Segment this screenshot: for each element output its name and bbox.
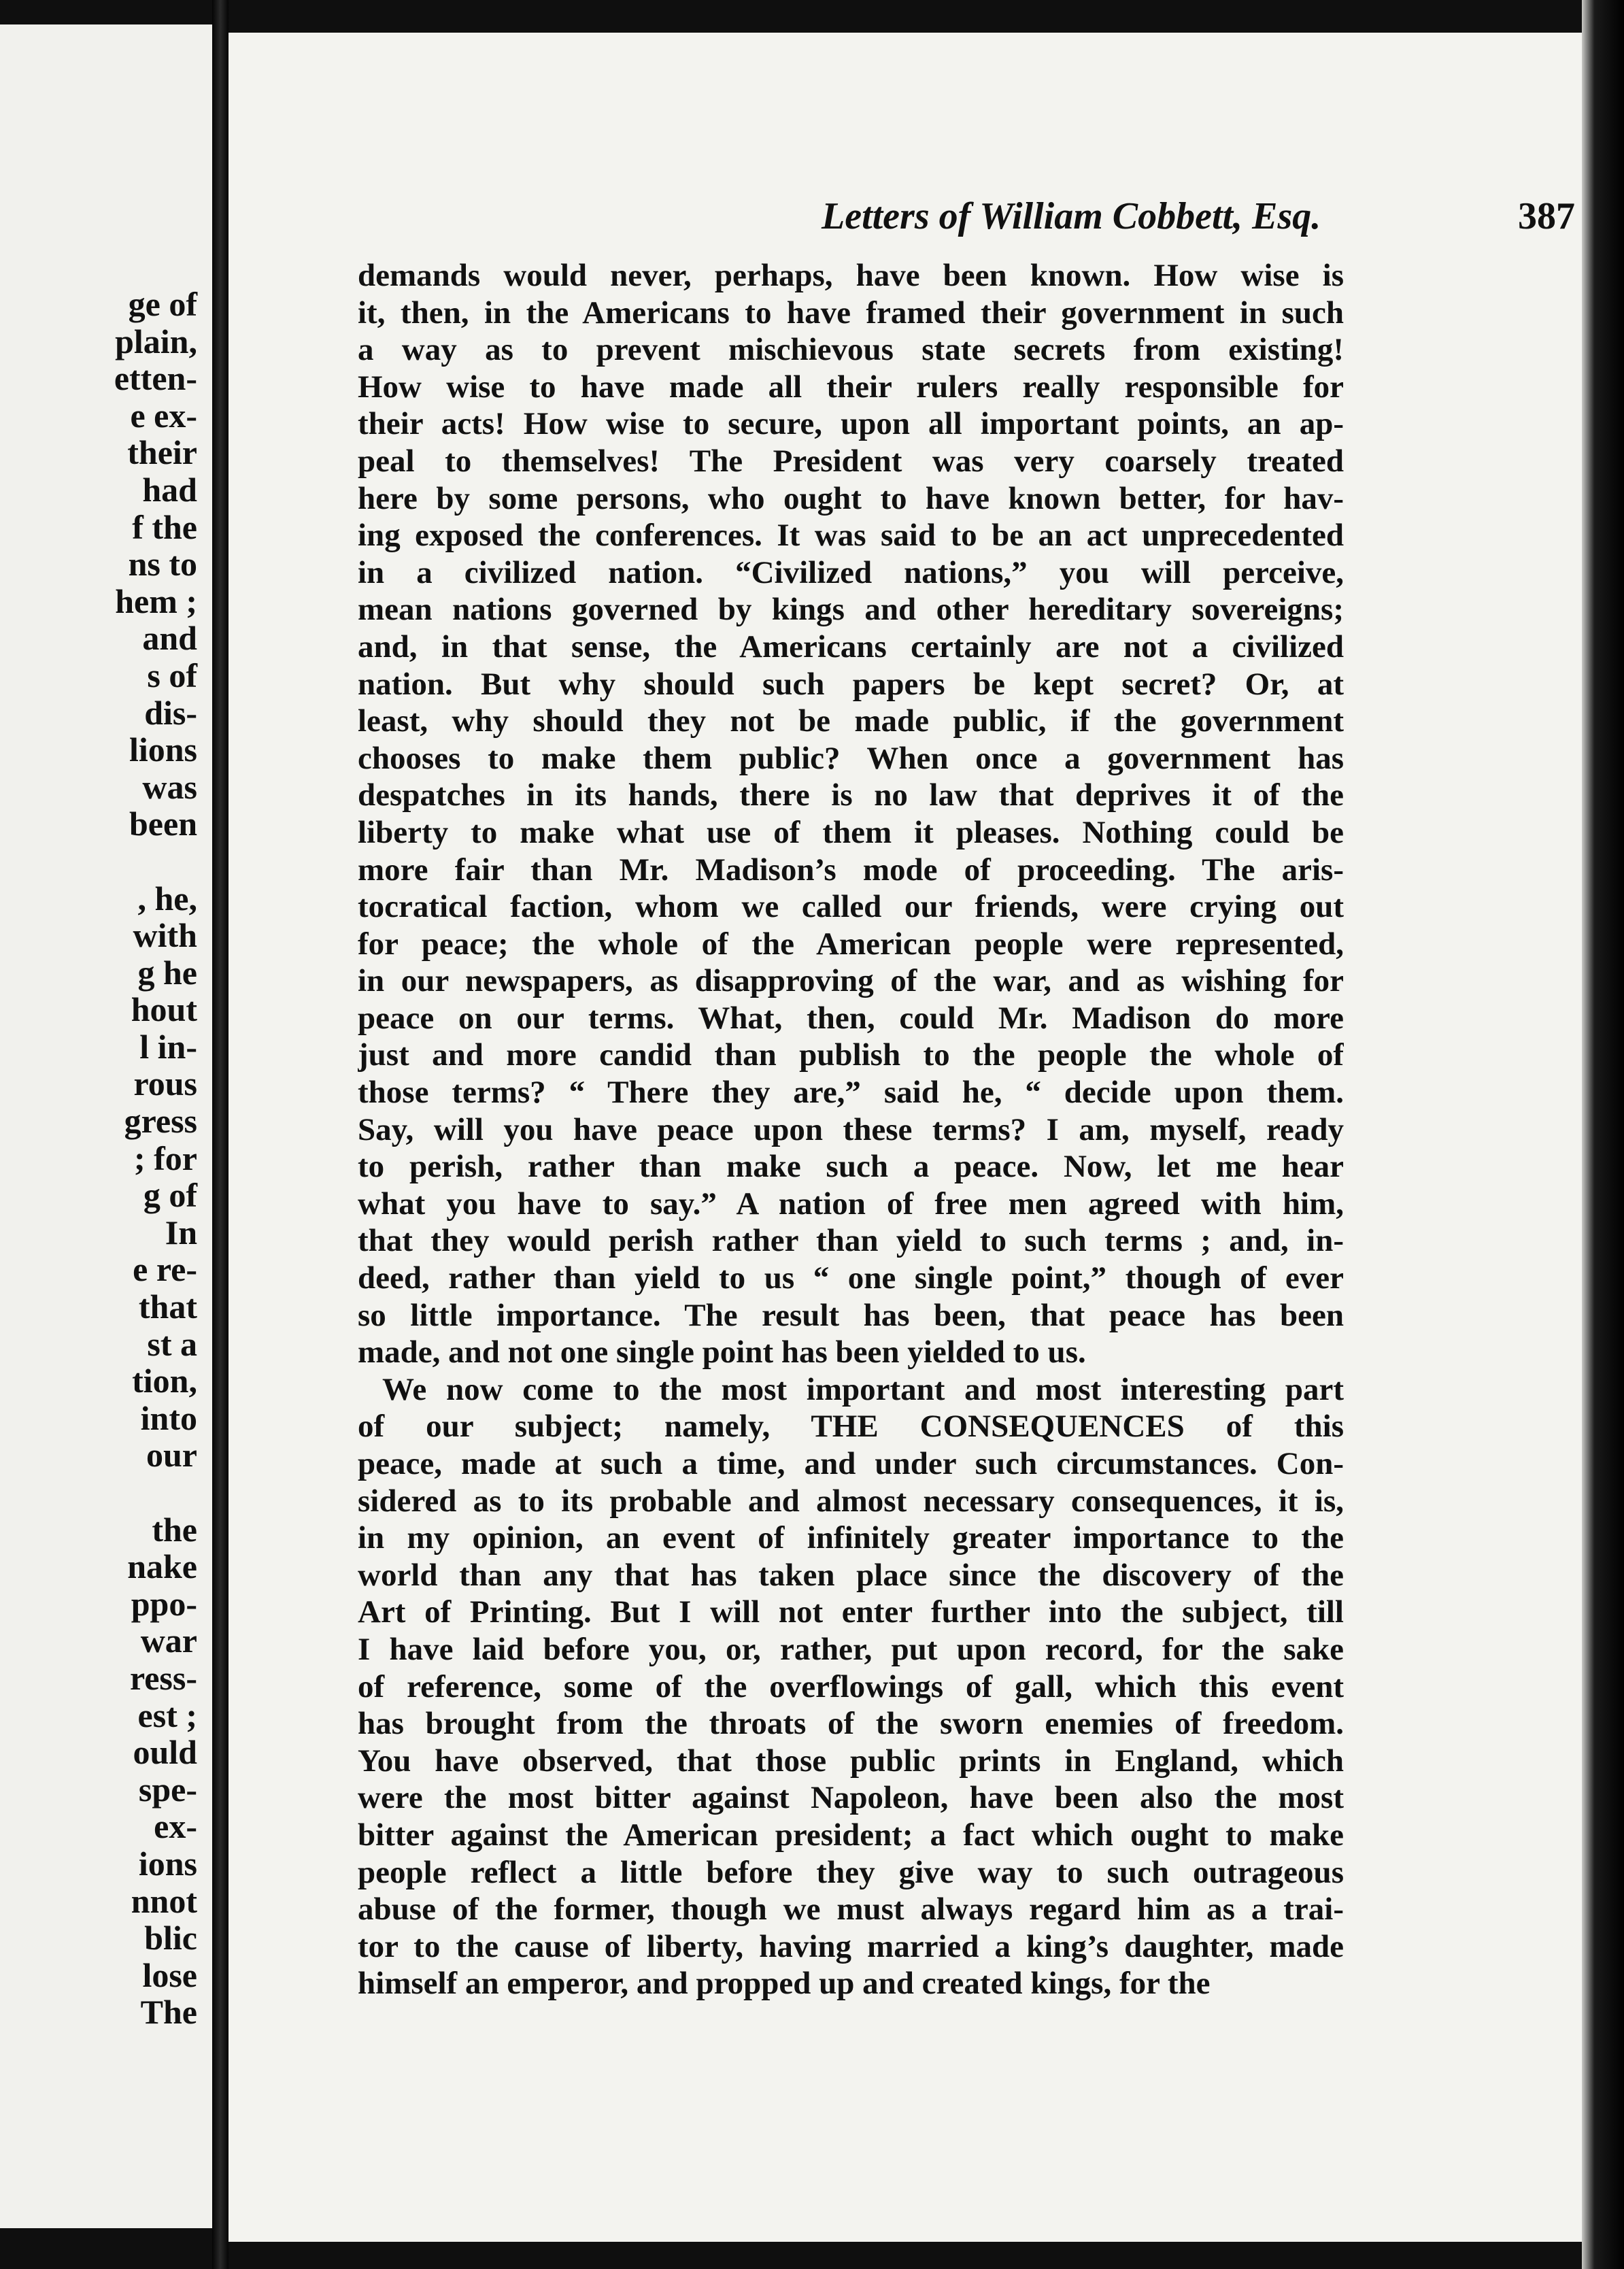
book-page (229, 33, 1582, 2242)
text-line: and, in that sense, the Americans certainly are not a civilized (358, 628, 1344, 665)
book-gutter (212, 0, 229, 2269)
facing-page-fragment: blic (144, 1919, 197, 1957)
facing-page-fragment: with (133, 916, 197, 955)
facing-page-fragment: nnot (131, 1881, 197, 1920)
text-line: in a civilized nation. “Civilized nations,” you will perceive, (358, 554, 1344, 590)
text-line: sidered as to its probable and almost necessary consequences, it is, (358, 1483, 1344, 1519)
facing-page-fragment: st a (147, 1324, 197, 1363)
facing-page-fragment: gress (124, 1102, 197, 1141)
text-line: tocratical faction, whom we called our friends, were crying out (358, 889, 1344, 925)
facing-page-fragment: s of (147, 656, 197, 694)
facing-page-fragment: had (142, 470, 197, 509)
text-line: people reflect a little before they give way to such outrageous (358, 1854, 1344, 1890)
text-line: has brought from the throats of the sworn enemies of freedom. (358, 1706, 1344, 1742)
page-edge-shadow (1582, 0, 1624, 2269)
facing-page-fragment: nake (127, 1547, 197, 1586)
text-line: that they would perish rather than yield to such terms ; and, in- (358, 1223, 1344, 1259)
text-line: demands would never, perhaps, have been known. How wise is (358, 258, 1344, 293)
facing-page-fragment: dis- (144, 693, 197, 732)
text-line: in my opinion, an event of infinitely greater importance to the (358, 1520, 1344, 1556)
text-line: of reference, some of the overflowings of gall, which this event (358, 1668, 1344, 1704)
facing-page-left (0, 24, 212, 2228)
facing-page-fragment: and (142, 619, 197, 658)
facing-page-fragment: was (142, 767, 197, 806)
facing-page-fragment: hout (131, 990, 197, 1029)
facing-page-fragment (0, 1474, 197, 1511)
text-line: a way as to prevent mischievous state secrets from existing! (358, 332, 1344, 368)
text-line: abuse of the former, though we must always regard him as a trai- (358, 1892, 1344, 1928)
facing-page-fragment: been (129, 805, 197, 843)
facing-page-fragment: spe- (138, 1770, 197, 1809)
text-line: so little importance. The result has been, that peace has been (358, 1297, 1344, 1333)
facing-page-fragment: hem ; (115, 582, 197, 620)
text-line: what you have to say.” A nation of free men agreed with him, (358, 1186, 1344, 1222)
page-header (589, 195, 1575, 243)
text-line: peace on our terms. What, then, could Mr. Madison do more (358, 1000, 1344, 1036)
facing-page-fragment: plain, (115, 322, 197, 360)
facing-page-fragment: e ex- (130, 396, 197, 435)
facing-page-fragment: lose (142, 1955, 197, 1994)
paragraph-1 (358, 257, 1344, 1371)
facing-page-fragment: tion, (132, 1362, 197, 1400)
text-line: their acts! How wise to secure, upon all important points, an ap- (358, 406, 1344, 442)
paragraph-2 (358, 1371, 1344, 2002)
text-line: for peace; the whole of the American people were represented, (358, 926, 1344, 962)
facing-page-fragment: ; for (134, 1139, 197, 1177)
facing-page-fragment: e re- (133, 1250, 197, 1289)
text-line: peace, made at such a time, and under such circumstances. Con- (358, 1446, 1344, 1481)
facing-page-fragment: l in- (139, 1027, 197, 1066)
text-line: peal to themselves! The President was very coarsely treated (358, 443, 1344, 479)
text-line: despatches in its hands, there is no law that deprives it of the (358, 777, 1344, 813)
text-line: liberty to make what use of them it pleases. Nothing could be (358, 814, 1344, 850)
facing-page-fragment: ppo- (131, 1584, 197, 1623)
facing-page-fragment: into (140, 1398, 197, 1437)
text-line: world than any that has taken place since the discovery of the (358, 1557, 1344, 1593)
text-line: it, then, in the Americans to have framed their government in such (358, 295, 1344, 331)
text-line: more fair than Mr. Madison’s mode of proceeding. The aris- (358, 852, 1344, 888)
text-line: just and more candid than publish to the people the whole of (358, 1037, 1344, 1073)
facing-page-fragment: g of (143, 1176, 197, 1215)
text-line: least, why should they not be made public, if the government (358, 703, 1344, 739)
facing-page-fragment: f the (132, 507, 197, 546)
text-line: You have observed, that those public prints in England, which (358, 1743, 1344, 1779)
text-line: ing exposed the conferences. It was said to be an act unprecedented (358, 518, 1344, 554)
facing-page-fragment: ns to (128, 545, 197, 584)
facing-page-fragment: ge of (128, 285, 197, 323)
facing-page-fragment: The (140, 1993, 197, 2032)
text-line: nation. But why should such papers be kept secret? Or, at (358, 666, 1344, 702)
text-line: were the most bitter against Napoleon, have been also the most (358, 1780, 1344, 1816)
running-head: Letters of William Cobbett, Esq. (822, 195, 1321, 237)
text-line: We now come to the most important and most interesting part (382, 1371, 1344, 1407)
text-line: here by some persons, who ought to have known better, for hav- (358, 480, 1344, 516)
text-line: I have laid before you, or, rather, put upon record, for the sake (358, 1631, 1344, 1667)
facing-page-fragment: etten- (114, 359, 197, 398)
facing-page-fragment (0, 843, 197, 880)
facing-page-fragment: ex- (154, 1807, 197, 1846)
facing-page-text-fragments (0, 286, 197, 2031)
text-line: chooses to make them public? When once a government has (358, 740, 1344, 776)
facing-page-fragment: In (165, 1213, 197, 1251)
text-line: in our newspapers, as disapproving of the war, and as wishing for (358, 963, 1344, 999)
facing-page-fragment: g he (137, 953, 197, 992)
facing-page-fragment: ions (138, 1844, 197, 1883)
page-number: 387 (1518, 195, 1575, 237)
facing-page-fragment: that (138, 1288, 197, 1326)
facing-page-fragment: our (146, 1436, 197, 1475)
body-text (358, 257, 1344, 2002)
facing-page-fragment: lions (129, 730, 197, 769)
facing-page-fragment: war (140, 1621, 197, 1660)
text-line: himself an emperor, and propped up and created kings, for the (358, 1966, 1211, 2002)
text-line: made, and not one single point has been yielded to us. (358, 1334, 1086, 1371)
text-line: of our subject; namely, THE CONSEQUENCES of this (358, 1409, 1344, 1445)
text-line: Say, will you have peace upon these terms? I am, myself, ready (358, 1111, 1344, 1147)
text-line: to perish, rather than make such a peace. Now, let me hear (358, 1149, 1344, 1185)
facing-page-fragment: their (127, 433, 197, 472)
text-line: deed, rather than yield to us “ one single point,” though of ever (358, 1260, 1344, 1296)
facing-page-fragment: rous (133, 1064, 197, 1103)
facing-page-fragment: ould (133, 1733, 197, 1772)
facing-page-fragment: est ; (137, 1696, 197, 1734)
facing-page-fragment: , he, (137, 879, 197, 918)
facing-page-fragment: ress- (129, 1658, 197, 1697)
text-line: Art of Printing. But I will not enter further into the subject, till (358, 1594, 1344, 1630)
text-line: mean nations governed by kings and other hereditary sovereigns; (358, 592, 1344, 628)
text-line: bitter against the American president; a fact which ought to make (358, 1817, 1344, 1853)
facing-page-fragment: the (152, 1510, 197, 1549)
text-line: How wise to have made all their rulers really responsible for (358, 369, 1344, 405)
text-line: those terms? “ There they are,” said he, “ decide upon them. (358, 1075, 1344, 1111)
text-line: tor to the cause of liberty, having married a king’s daughter, made (358, 1928, 1344, 1964)
